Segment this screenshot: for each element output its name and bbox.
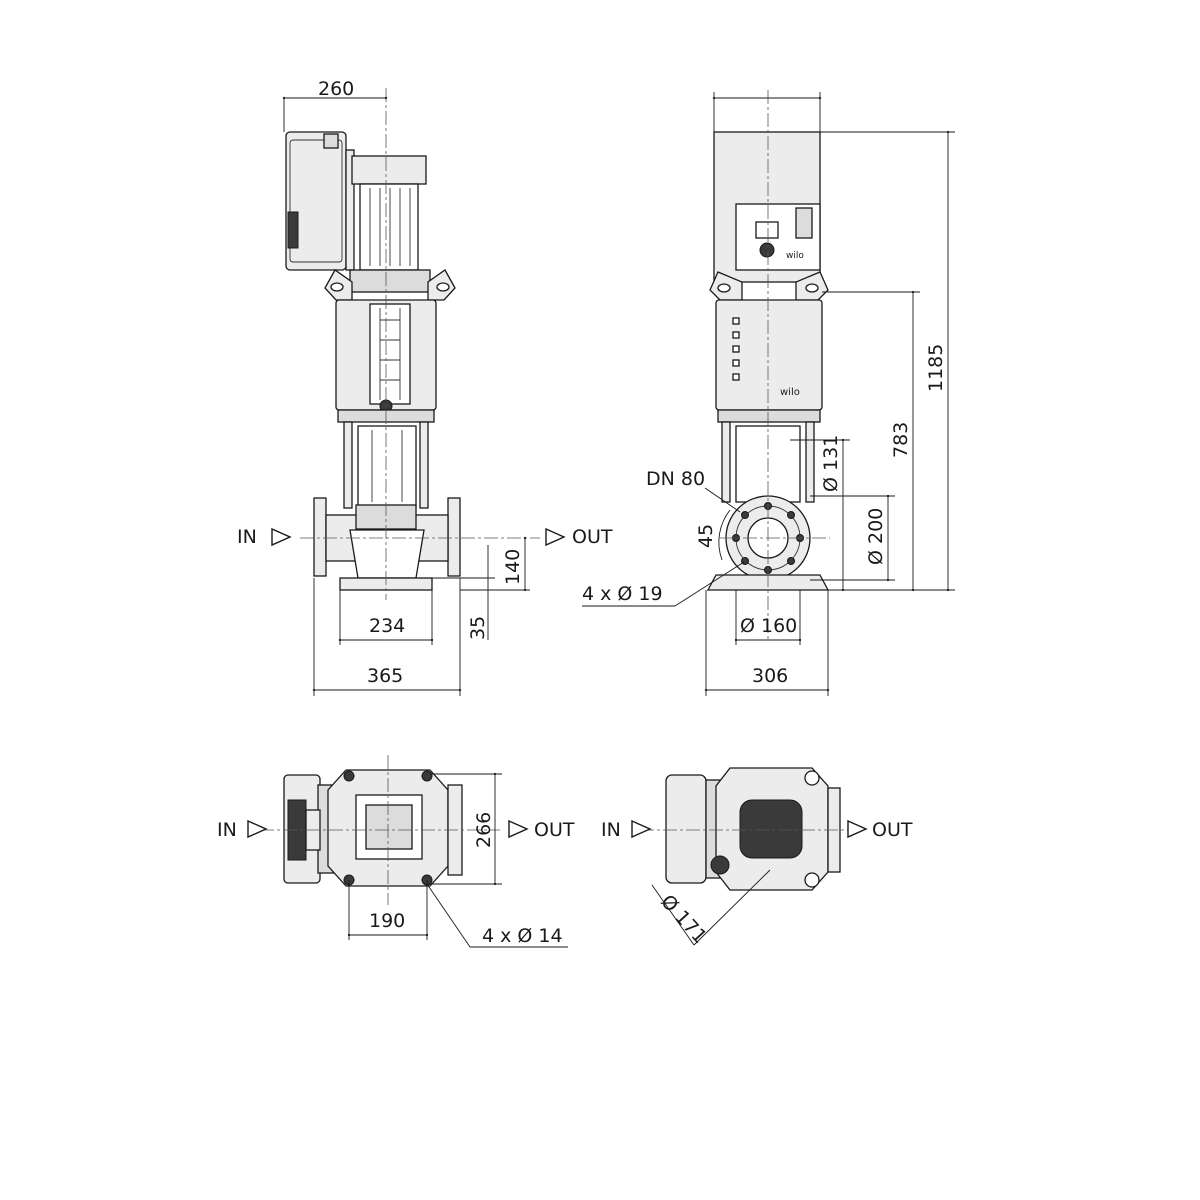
svg-text:190: 190 — [369, 910, 406, 932]
side-control-box — [286, 132, 354, 270]
dim-140 — [460, 538, 530, 590]
top-left-out-arrow-icon — [509, 821, 527, 837]
top-left-out-label: OUT — [534, 819, 575, 841]
side-out-label: OUT — [572, 526, 613, 548]
top-right-out-arrow-icon — [848, 821, 866, 837]
svg-text:Ø 200: Ø 200 — [865, 507, 887, 565]
svg-text:Ø 171: Ø 171 — [656, 890, 711, 948]
svg-text:260: 260 — [318, 78, 355, 100]
front-brand-badge: wilo — [786, 251, 804, 261]
side-view — [237, 78, 613, 696]
dim-45 — [695, 510, 730, 560]
svg-text:4 x Ø 14: 4 x Ø 14 — [482, 925, 563, 947]
front-control-box — [714, 132, 820, 282]
side-out-arrow-icon — [546, 529, 564, 545]
side-in-label: IN — [237, 526, 257, 548]
svg-text:140: 140 — [502, 548, 524, 585]
svg-text:4 x Ø 19: 4 x Ø 19 — [582, 583, 663, 605]
front-upper-housing — [716, 300, 822, 422]
top-right-in-label: IN — [601, 819, 621, 841]
dim-365 — [314, 578, 460, 696]
svg-text:45: 45 — [695, 523, 717, 548]
side-motor — [350, 156, 430, 292]
svg-text:234: 234 — [369, 615, 406, 637]
svg-text:365: 365 — [367, 665, 404, 687]
side-in-arrow-icon — [272, 529, 290, 545]
svg-text:Ø 160: Ø 160 — [740, 615, 798, 637]
dim-4x14 — [427, 884, 568, 947]
top-right-fan-grille — [740, 800, 802, 858]
top-right-view — [601, 768, 913, 948]
dim-260 — [284, 78, 386, 132]
svg-text:1185: 1185 — [925, 343, 947, 392]
top-right-out-label: OUT — [872, 819, 913, 841]
top-right-control-box — [666, 775, 706, 883]
top-right-in-arrow-icon — [632, 821, 650, 837]
side-pump-foot — [314, 498, 460, 590]
top-left-in-label: IN — [217, 819, 237, 841]
front-view — [582, 90, 955, 696]
svg-text:35: 35 — [467, 615, 489, 640]
top-left-in-arrow-icon — [248, 821, 266, 837]
dim-1185 — [820, 132, 955, 590]
svg-text:306: 306 — [752, 665, 789, 687]
top-left-view — [217, 755, 575, 947]
svg-text:266: 266 — [473, 811, 495, 848]
svg-text:783: 783 — [890, 421, 912, 458]
svg-text:Ø 131: Ø 131 — [820, 434, 842, 492]
front-housing-brand: wilo — [780, 387, 800, 398]
dim-306 — [706, 590, 828, 696]
svg-text:DN 80: DN 80 — [646, 468, 706, 490]
